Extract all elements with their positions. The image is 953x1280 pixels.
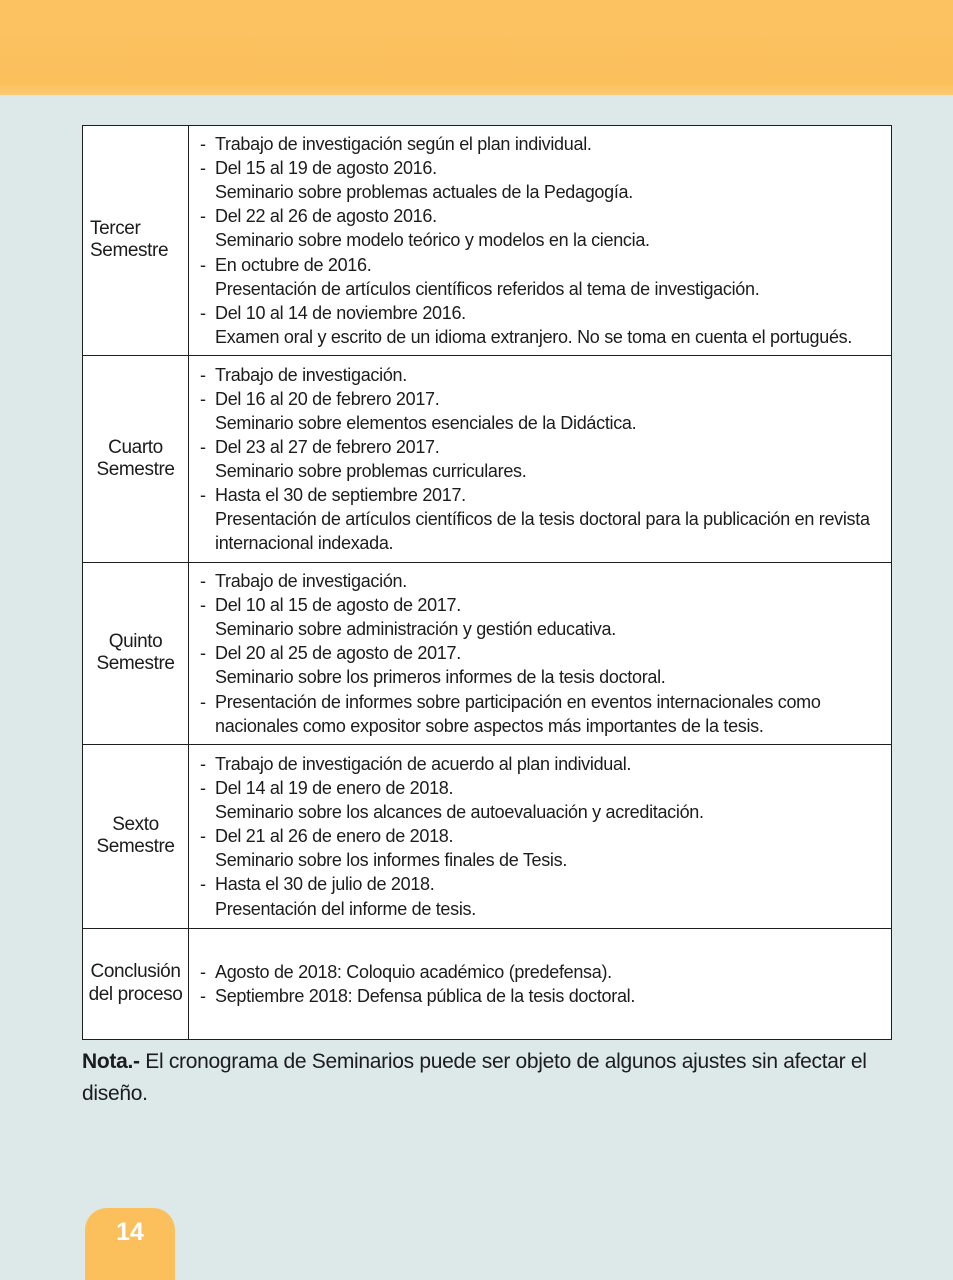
schedule-item	[200, 872, 883, 920]
bullet-dash: -	[200, 485, 206, 506]
row-label: Conclusión del proceso	[83, 928, 189, 1039]
item-text: Del 15 al 19 de agosto 2016.	[215, 158, 437, 179]
item-text: Hasta el 30 de julio de 2018.	[215, 874, 435, 895]
item-subtext: Seminario sobre problemas actuales de la Pedagogía.	[215, 182, 633, 203]
bullet-dash: -	[200, 777, 206, 798]
table-row	[83, 744, 892, 928]
bullet-dash: -	[200, 961, 206, 982]
note-text: El cronograma de Seminarios puede ser objeto de algunos ajustes sin afectar el diseño.	[82, 1050, 867, 1105]
item-text: Del 14 al 19 de enero de 2018.	[215, 777, 454, 798]
item-text: Del 21 al 26 de enero de 2018.	[215, 826, 454, 847]
row-label: Sexto Semestre	[83, 744, 189, 928]
item-text: Trabajo de investigación.	[215, 364, 407, 385]
table-row	[83, 126, 892, 356]
item-text: Trabajo de investigación.	[215, 570, 407, 591]
bullet-dash: -	[200, 302, 206, 323]
schedule-item	[200, 301, 883, 349]
bullet-dash: -	[200, 643, 206, 664]
item-text: Hasta el 30 de septiembre 2017.	[215, 485, 466, 506]
item-subtext: Presentación del informe de tesis.	[215, 898, 476, 919]
row-content	[189, 744, 892, 928]
schedule-item	[200, 641, 883, 689]
schedule-item	[200, 569, 883, 593]
bullet-dash: -	[200, 570, 206, 591]
item-subtext: Seminario sobre los alcances de autoevaluación y acreditación.	[215, 802, 704, 823]
page-number-badge	[85, 1208, 175, 1280]
bullet-dash: -	[200, 206, 206, 227]
table-row	[83, 562, 892, 744]
schedule-item	[200, 776, 883, 824]
schedule-item	[200, 960, 883, 984]
item-subtext: Seminario sobre administración y gestión educativa.	[215, 619, 616, 640]
item-text: En octubre de 2016.	[215, 254, 372, 275]
top-band	[0, 0, 953, 95]
bullet-dash: -	[200, 388, 206, 409]
schedule-item	[200, 824, 883, 872]
schedule-item	[200, 483, 883, 555]
item-subtext: Examen oral y escrito de un idioma extranjero. No se toma en cuenta el portugués.	[215, 326, 853, 347]
item-subtext: Seminario sobre problemas curriculares.	[215, 460, 527, 481]
item-text: Del 10 al 14 de noviembre 2016.	[215, 302, 466, 323]
page-number: 14	[116, 1218, 144, 1246]
item-subtext: Presentación de artículos científicos referidos al tema de investigación.	[215, 278, 760, 299]
item-text: Del 22 al 26 de agosto 2016.	[215, 206, 437, 227]
schedule-item	[200, 752, 883, 776]
item-subtext: Seminario sobre los primeros informes de la tesis doctoral.	[215, 667, 666, 688]
schedule-item	[200, 387, 883, 435]
note-paragraph	[82, 1046, 894, 1109]
row-content	[189, 928, 892, 1039]
item-subtext: Seminario sobre modelo teórico y modelos en la ciencia.	[215, 230, 650, 251]
table-row	[83, 355, 892, 562]
item-text: Trabajo de investigación según el plan individual.	[215, 134, 592, 154]
item-text: Del 23 al 27 de febrero 2017.	[215, 436, 440, 457]
semester-schedule-table	[82, 125, 892, 1040]
table-row	[83, 928, 892, 1039]
bullet-dash: -	[200, 436, 206, 457]
item-subtext: Presentación de artículos científicos de la tesis doctoral para la publicación en revista internacional indexada.	[215, 509, 870, 554]
bullet-dash: -	[200, 874, 206, 895]
row-content	[189, 562, 892, 744]
bullet-dash: -	[200, 691, 206, 712]
bullet-dash: -	[200, 985, 206, 1006]
schedule-item	[200, 690, 883, 738]
item-text: Del 20 al 25 de agosto de 2017.	[215, 643, 461, 664]
item-subtext: Seminario sobre elementos esenciales de la Didáctica.	[215, 412, 637, 433]
row-content	[189, 355, 892, 562]
item-text: Del 16 al 20 de febrero 2017.	[215, 388, 440, 409]
schedule-item	[200, 132, 883, 156]
schedule-item	[200, 435, 883, 483]
item-subtext: Seminario sobre los informes finales de Tesis.	[215, 850, 568, 871]
item-text: Presentación de informes sobre participación en eventos internacionales como nacionales como expositor sobre aspectos más importantes de la tesis.	[215, 691, 821, 736]
item-text: Del 10 al 15 de agosto de 2017.	[215, 595, 461, 616]
item-text: Trabajo de investigación de acuerdo al plan individual.	[215, 753, 632, 774]
item-text: Septiembre 2018: Defensa pública de la tesis doctoral.	[215, 985, 636, 1006]
bullet-dash: -	[200, 134, 206, 154]
bullet-dash: -	[200, 595, 206, 616]
note-label: Nota.-	[82, 1050, 140, 1073]
schedule-item	[200, 253, 883, 301]
schedule-item	[200, 204, 883, 252]
row-content	[189, 126, 892, 356]
schedule-item	[200, 363, 883, 387]
schedule-item	[200, 593, 883, 641]
row-label: Quinto Semestre	[83, 562, 189, 744]
bullet-dash: -	[200, 753, 206, 774]
bullet-dash: -	[200, 158, 206, 179]
bullet-dash: -	[200, 364, 206, 385]
item-text: Agosto de 2018: Coloquio académico (predefensa).	[215, 961, 612, 982]
row-label: Tercer Semestre	[83, 126, 189, 356]
bullet-dash: -	[200, 826, 206, 847]
schedule-item	[200, 984, 883, 1008]
row-label: Cuarto Semestre	[83, 355, 189, 562]
schedule-item	[200, 156, 883, 204]
bullet-dash: -	[200, 254, 206, 275]
